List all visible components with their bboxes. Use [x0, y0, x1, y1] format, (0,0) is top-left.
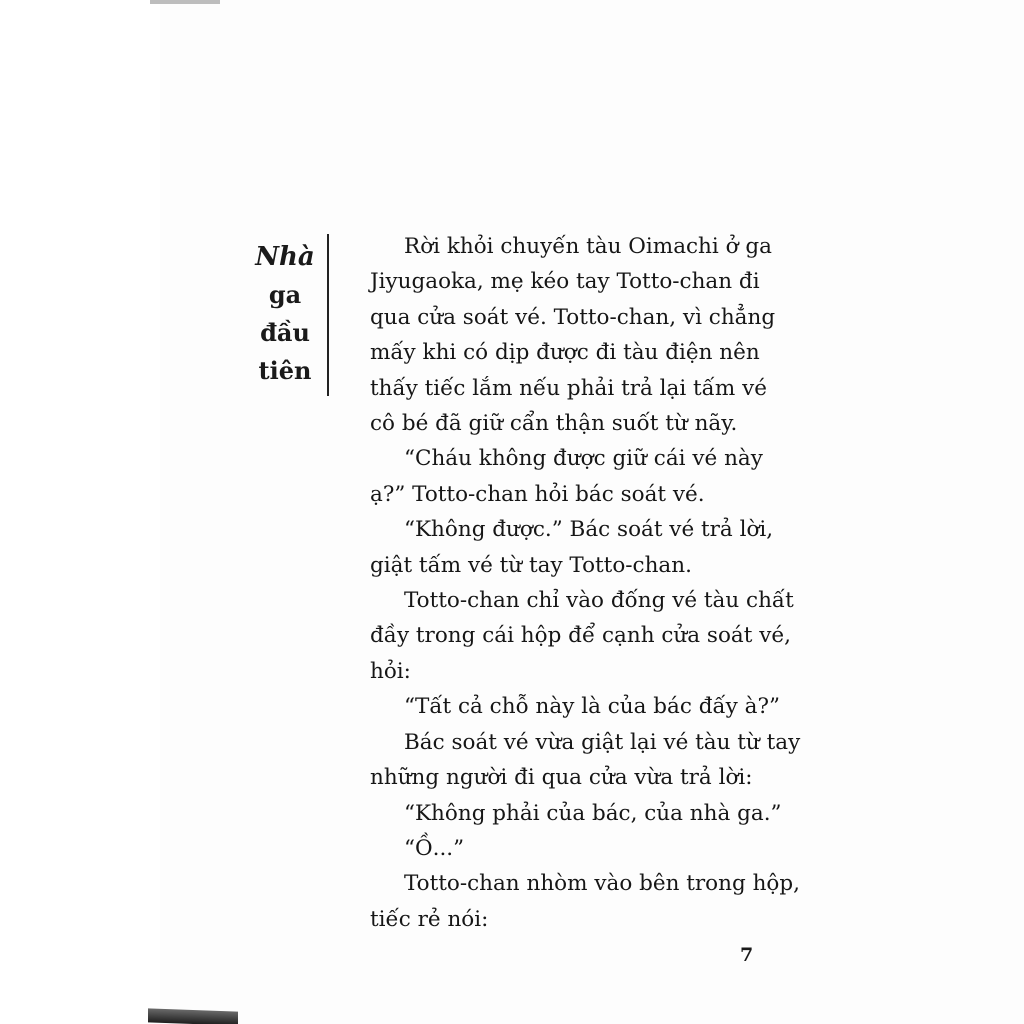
text-line: Rời khỏi chuyến tàu Oimachi ở ga — [404, 234, 772, 259]
text-line: mấy khi có dịp được đi tàu điện nên — [370, 340, 760, 366]
text-line: Totto-chan nhòm vào bên trong hộp, — [404, 871, 800, 897]
scan-edge-mark-bottom — [148, 1008, 238, 1024]
text-line: “Tất cả chỗ này là của bác đấy à?” — [404, 694, 780, 720]
text-line: cô bé đã giữ cẩn thận suốt từ nãy. — [370, 411, 738, 437]
chapter-title-line: đầu — [260, 318, 310, 347]
chapter-title-divider — [327, 234, 329, 396]
text-line: những người đi qua cửa vừa trả lời: — [370, 765, 753, 791]
text-line: thấy tiếc lắm nếu phải trả lại tấm vé — [370, 375, 767, 401]
scan-edge-mark-top — [150, 0, 220, 4]
text-line: tiếc rẻ nói: — [370, 906, 489, 932]
text-line: “Ồ...” — [404, 835, 465, 861]
chapter-title-line: Nhà — [255, 242, 315, 272]
page-number: 7 — [740, 944, 754, 966]
chapter-title-line: tiên — [258, 356, 312, 385]
text-line: “Cháu không được giữ cái vé này — [404, 446, 763, 472]
text-line: Totto-chan chỉ vào đống vé tàu chất — [404, 588, 794, 614]
chapter-title — [248, 238, 322, 390]
text-line: qua cửa soát vé. Totto-chan, vì chẳng — [370, 304, 776, 330]
text-line: đầy trong cái hộp để cạnh cửa soát vé, — [370, 623, 791, 649]
text-line: Jiyugaoka, mẹ kéo tay Totto-chan đi — [370, 269, 760, 295]
text-line: Bác soát vé vừa giật lại vé tàu từ tay — [404, 729, 801, 755]
page-margin — [0, 0, 160, 1024]
text-line: giật tấm vé từ tay Totto-chan. — [370, 552, 692, 578]
body-text — [370, 229, 801, 937]
text-line: ạ?” Totto-chan hỏi bác soát vé. — [370, 481, 705, 507]
text-line: “Không phải của bác, của nhà ga.” — [404, 800, 782, 826]
text-line: hỏi: — [370, 658, 411, 684]
chapter-title-line: ga — [268, 280, 302, 309]
text-line: “Không được.” Bác soát vé trả lời, — [404, 517, 774, 543]
